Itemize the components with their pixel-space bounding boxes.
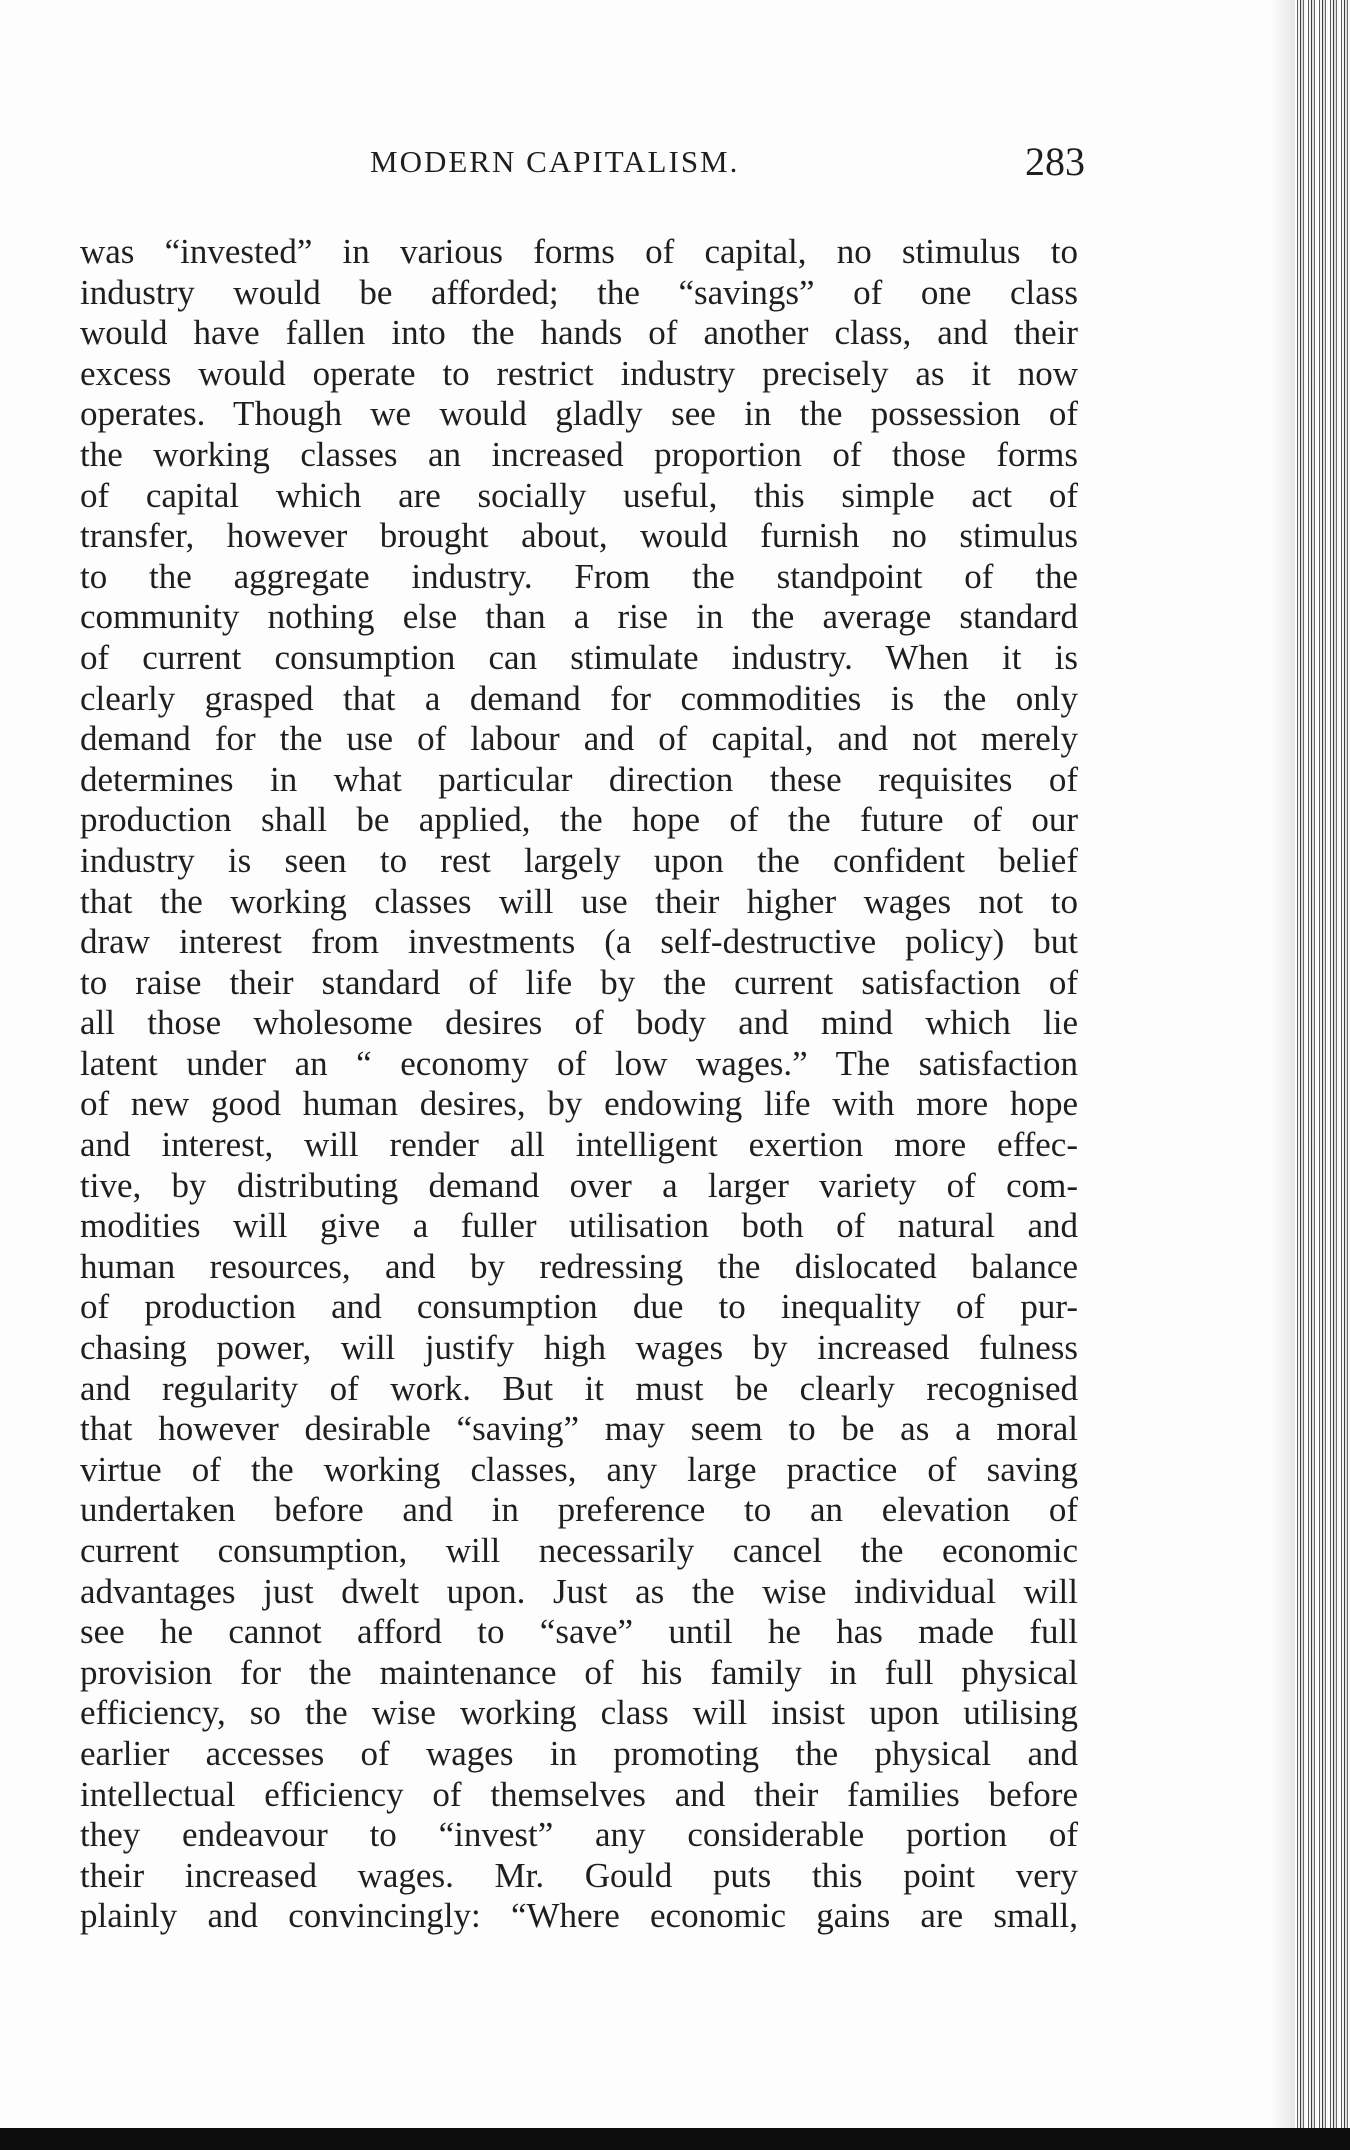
text-line: to raise their standard of life by the current satisfaction of [80, 962, 1078, 1002]
text-line: of capital which are socially useful, this simple act of [80, 475, 1078, 515]
text-line: plainly and convincingly: “Where economic gains are small, [80, 1896, 1078, 1936]
text-line: advantages just dwelt upon. Just as the wise individual will [80, 1571, 1078, 1611]
text-line: production shall be applied, the hope of the future of our [80, 800, 1078, 840]
text-line: intellectual efficiency of themselves and their families before [80, 1774, 1078, 1814]
page-edge-gutter [1295, 0, 1350, 2150]
text-line: efficiency, so the wise working class will insist upon utilising [80, 1693, 1078, 1733]
text-line: clearly grasped that a demand for commodities is the only [80, 678, 1078, 718]
text-line: they endeavour to “invest” any considerable portion of [80, 1815, 1078, 1855]
text-line: to the aggregate industry. From the standpoint of the [80, 556, 1078, 596]
text-line: the working classes an increased proportion of those forms [80, 434, 1078, 474]
text-line: undertaken before and in preference to an elevation of [80, 1490, 1078, 1530]
text-line: see he cannot afford to “save” until he has made full [80, 1612, 1078, 1652]
text-line: human resources, and by redressing the dislocated balance [80, 1246, 1078, 1286]
text-line: earlier accesses of wages in promoting the physical and [80, 1733, 1078, 1773]
text-line: excess would operate to restrict industry precisely as it now [80, 353, 1078, 393]
page-gutter-shadow [1270, 0, 1295, 2150]
text-line: community nothing else than a rise in the average standard [80, 597, 1078, 637]
text-line: draw interest from investments (a self-destructive policy) but [80, 922, 1078, 962]
text-line: virtue of the working classes, any large practice of saving [80, 1449, 1078, 1489]
running-head [85, 140, 1085, 190]
text-line: provision for the maintenance of his family in full physical [80, 1652, 1078, 1692]
text-line: that however desirable “saving” may seem to be as a moral [80, 1409, 1078, 1449]
text-line: operates. Though we would gladly see in the possession of [80, 394, 1078, 434]
text-line: and regularity of work. But it must be clearly recognised [80, 1368, 1078, 1408]
text-line: chasing power, will justify high wages by increased fulness [80, 1328, 1078, 1368]
text-line: industry is seen to rest largely upon the confident belief [80, 840, 1078, 880]
body-text [80, 232, 1078, 1937]
text-line: that the working classes will use their higher wages not to [80, 881, 1078, 921]
text-line: determines in what particular direction these requisites of [80, 759, 1078, 799]
text-line: all those wholesome desires of body and mind which lie [80, 1003, 1078, 1043]
text-line: of new good human desires, by endowing life with more hope [80, 1084, 1078, 1124]
text-line: and interest, will render all intelligent exertion more effec- [80, 1125, 1078, 1165]
text-line: modities will give a fuller utilisation both of natural and [80, 1206, 1078, 1246]
text-line: current consumption, will necessarily cancel the economic [80, 1531, 1078, 1570]
running-title: MODERN CAPITALISM. [370, 144, 740, 179]
text-line: tive, by distributing demand over a larger variety of com- [80, 1165, 1078, 1205]
text-line: transfer, however brought about, would furnish no stimulus [80, 516, 1078, 556]
text-line: industry would be afforded; the “savings” of one class [80, 272, 1078, 312]
text-line: of current consumption can stimulate industry. When it is [80, 637, 1078, 677]
text-line: of production and consumption due to inequality of pur- [80, 1287, 1078, 1327]
text-line: was “invested” in various forms of capital, no stimulus to [80, 232, 1078, 271]
text-line: demand for the use of labour and of capital, and not merely [80, 719, 1078, 759]
text-line: their increased wages. Mr. Gould puts this point very [80, 1855, 1078, 1895]
scan-bottom-edge [0, 2128, 1350, 2150]
page-number: 283 [1025, 139, 1085, 184]
text-line: latent under an “ economy of low wages.” The satisfaction [80, 1043, 1078, 1083]
text-line: would have fallen into the hands of another class, and their [80, 313, 1078, 353]
